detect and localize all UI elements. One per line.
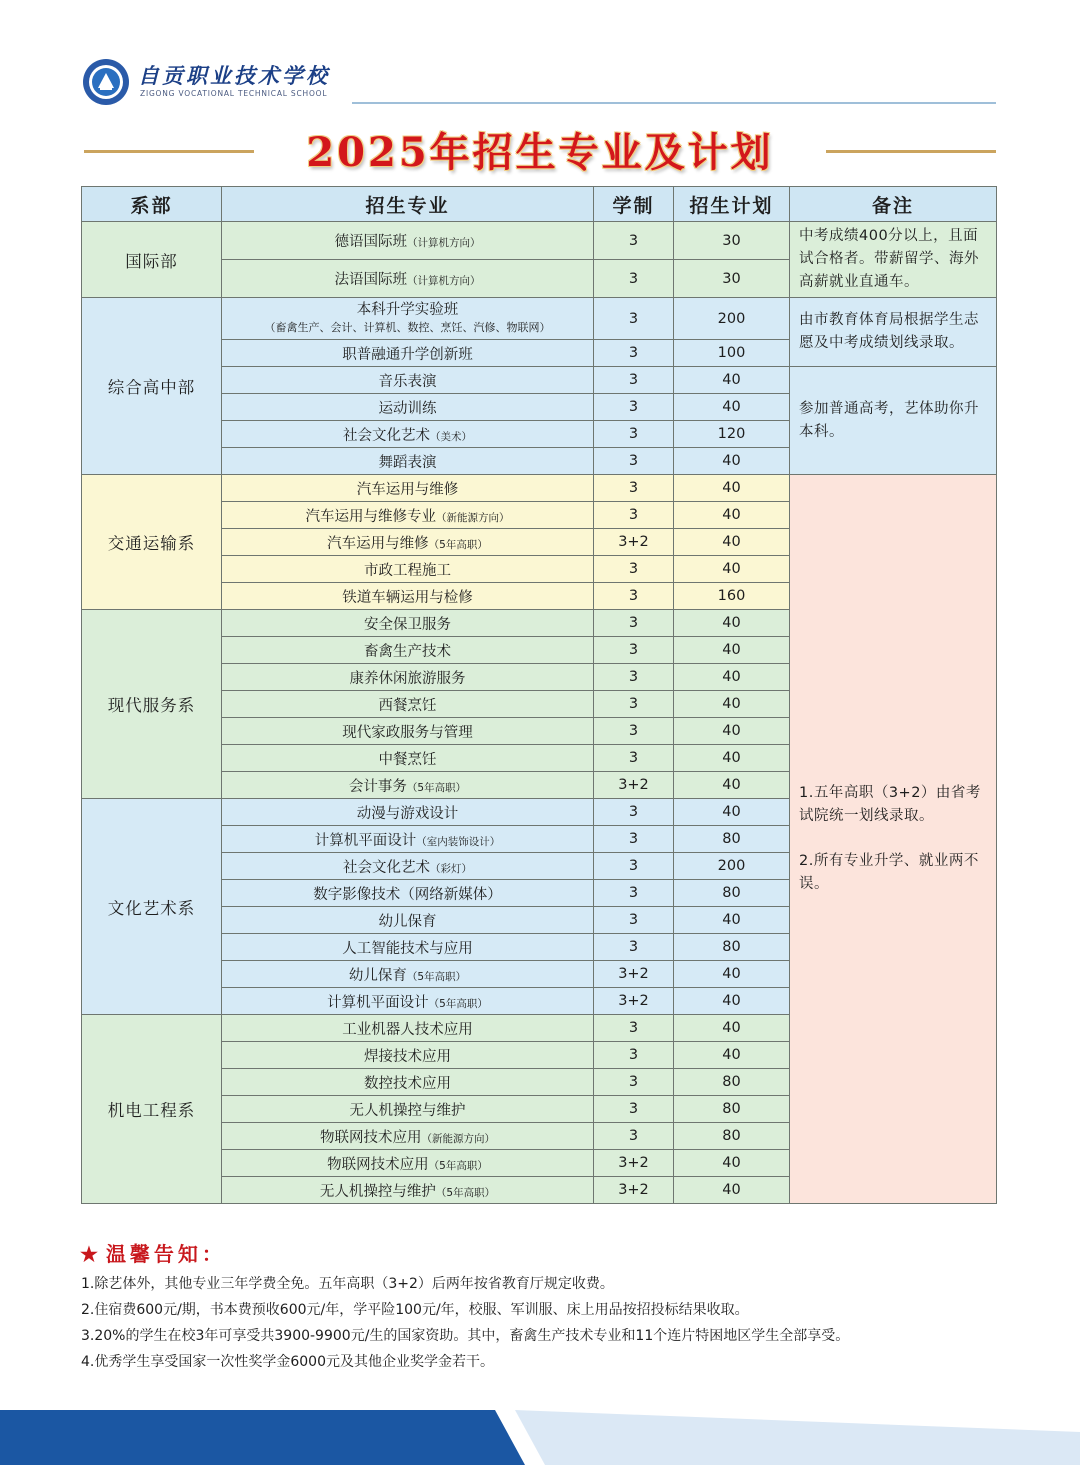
years-cell: 3 — [594, 610, 674, 637]
major-sub: （5年高职） — [406, 781, 467, 794]
plan-cell: 80 — [674, 826, 790, 853]
major-name: 铁道车辆运用与检修 — [342, 589, 473, 606]
major-sub: （计算机方向） — [407, 237, 481, 249]
enrollment-table — [81, 186, 997, 1204]
header-department: 系部 — [82, 187, 222, 222]
major-cell — [222, 907, 594, 934]
major-cell — [222, 1096, 594, 1123]
plan-cell: 40 — [674, 961, 790, 988]
years-cell: 3 — [594, 799, 674, 826]
major-cell — [222, 222, 594, 260]
major-cell — [222, 502, 594, 529]
major-name: 市政工程施工 — [364, 562, 451, 579]
title-deco-right — [826, 150, 996, 153]
dept-cell: 交通运输系 — [82, 475, 222, 610]
major-cell — [222, 1069, 594, 1096]
years-cell: 3 — [594, 222, 674, 260]
years-cell: 3 — [594, 718, 674, 745]
major-name: 畜禽生产技术 — [364, 643, 451, 660]
plan-cell: 40 — [674, 1150, 790, 1177]
school-name-en: ZIGONG VOCATIONAL TECHNICAL SCHOOL — [140, 89, 328, 98]
major-name: 幼儿保育 — [378, 913, 437, 930]
dept-cell: 现代服务系 — [82, 610, 222, 799]
major-cell — [222, 421, 594, 448]
years-cell: 3 — [594, 1123, 674, 1150]
footer-decoration — [0, 1410, 1080, 1465]
years-cell: 3 — [594, 298, 674, 340]
dept-cell: 文化艺术系 — [82, 799, 222, 1015]
plan-cell: 40 — [674, 394, 790, 421]
major-name: 物联网技术应用 — [327, 1156, 429, 1173]
major-name: 舞蹈表演 — [378, 454, 437, 471]
major-cell — [222, 298, 594, 340]
plan-cell: 40 — [674, 556, 790, 583]
major-name: 社会文化艺术 — [343, 859, 430, 876]
plan-cell: 40 — [674, 745, 790, 772]
plan-cell: 40 — [674, 1177, 790, 1204]
years-cell: 3+2 — [594, 1150, 674, 1177]
plan-cell: 80 — [674, 880, 790, 907]
major-cell — [222, 691, 594, 718]
major-name: 安全保卫服务 — [364, 616, 451, 633]
table-row — [82, 222, 997, 260]
plan-cell: 200 — [674, 298, 790, 340]
major-cell — [222, 448, 594, 475]
plan-cell: 30 — [674, 222, 790, 260]
major-cell — [222, 664, 594, 691]
major-cell — [222, 260, 594, 298]
plan-cell: 40 — [674, 502, 790, 529]
major-name: 康养休闲旅游服务 — [349, 670, 466, 687]
major-cell — [222, 1015, 594, 1042]
major-sub: （5年高职） — [428, 538, 488, 551]
major-cell — [222, 961, 594, 988]
years-cell: 3 — [594, 367, 674, 394]
major-cell — [222, 394, 594, 421]
plan-cell: 80 — [674, 934, 790, 961]
major-sub: （5年高职） — [428, 997, 488, 1010]
years-cell: 3 — [594, 448, 674, 475]
years-cell: 3 — [594, 394, 674, 421]
years-cell: 3 — [594, 1069, 674, 1096]
years-cell: 3 — [594, 1096, 674, 1123]
dept-cell: 国际部 — [82, 222, 222, 298]
major-sub: （5年高职） — [435, 1186, 496, 1199]
major-name: 社会文化艺术 — [343, 427, 430, 444]
major-name: 焊接技术应用 — [364, 1048, 451, 1065]
years-cell: 3 — [594, 340, 674, 367]
school-name-cn: 自贡职业技术学校 — [138, 63, 330, 88]
years-cell: 3 — [594, 880, 674, 907]
header-notes: 备注 — [790, 187, 997, 222]
major-sub: （计算机方向） — [407, 275, 481, 287]
plan-cell: 40 — [674, 610, 790, 637]
years-cell: 3+2 — [594, 529, 674, 556]
major-sub: （畜禽生产、会计、计算机、数控、烹饪、汽修、物联网） — [264, 320, 551, 334]
plan-cell: 40 — [674, 799, 790, 826]
plan-cell: 200 — [674, 853, 790, 880]
major-cell — [222, 772, 594, 799]
major-name: 汽车运用与维修 — [327, 535, 429, 552]
note-cell: 由市教育体育局根据学生志愿及中考成绩划线录取。 — [790, 298, 997, 367]
plan-cell: 40 — [674, 907, 790, 934]
plan-cell: 30 — [674, 260, 790, 298]
page-title: 2025年招生专业及计划 — [306, 129, 774, 176]
tip-item: 4.优秀学生享受国家一次性奖学金6000元及其他企业奖学金若干。 — [81, 1354, 494, 1370]
dept-cell: 机电工程系 — [82, 1015, 222, 1204]
plan-cell: 40 — [674, 664, 790, 691]
school-logo-icon — [82, 58, 130, 106]
plan-cell: 80 — [674, 1096, 790, 1123]
plan-cell: 40 — [674, 988, 790, 1015]
major-name: 汽车运用与维修专业 — [305, 508, 436, 525]
plan-cell: 160 — [674, 583, 790, 610]
plan-cell: 40 — [674, 475, 790, 502]
header-divider — [352, 102, 996, 104]
plan-cell: 80 — [674, 1123, 790, 1150]
plan-cell: 40 — [674, 529, 790, 556]
major-cell — [222, 610, 594, 637]
major-name: 会计事务 — [348, 778, 407, 795]
plan-cell: 40 — [674, 718, 790, 745]
note-cell-general — [790, 475, 997, 1204]
years-cell: 3+2 — [594, 988, 674, 1015]
major-name: 职普融通升学创新班 — [342, 346, 473, 363]
major-cell — [222, 340, 594, 367]
major-sub: （5年高职） — [406, 970, 467, 983]
major-cell — [222, 1177, 594, 1204]
plan-cell: 40 — [674, 637, 790, 664]
major-cell — [222, 529, 594, 556]
major-name: 德语国际班 — [334, 234, 407, 250]
major-sub: （室内装饰设计） — [416, 835, 501, 848]
header-years: 学制 — [594, 187, 674, 222]
general-note-2: 2.所有专业升学、就业两不误。 — [799, 853, 979, 892]
major-cell — [222, 475, 594, 502]
years-cell: 3+2 — [594, 1177, 674, 1204]
plan-cell: 40 — [674, 448, 790, 475]
plan-cell: 40 — [674, 691, 790, 718]
years-cell: 3 — [594, 934, 674, 961]
plan-cell: 40 — [674, 772, 790, 799]
major-cell — [222, 637, 594, 664]
major-name: 工业机器人技术应用 — [342, 1021, 473, 1038]
major-name: 现代家政服务与管理 — [342, 724, 473, 741]
years-cell: 3 — [594, 556, 674, 583]
note-cell: 参加普通高考，艺体助你升本科。 — [790, 367, 997, 475]
major-name: 汽车运用与维修 — [356, 481, 459, 498]
years-cell: 3 — [594, 826, 674, 853]
plan-cell: 80 — [674, 1069, 790, 1096]
dept-cell: 综合高中部 — [82, 298, 222, 475]
major-name: 计算机平面设计 — [327, 994, 429, 1011]
major-name: 西餐烹饪 — [378, 697, 437, 714]
years-cell: 3 — [594, 583, 674, 610]
major-name: 无人机操控与维护 — [319, 1183, 436, 1200]
major-cell — [222, 988, 594, 1015]
years-cell: 3 — [594, 907, 674, 934]
major-name: 运动训练 — [378, 400, 437, 417]
major-sub: （美术） — [430, 430, 472, 443]
major-name: 中餐烹饪 — [378, 751, 437, 768]
major-name: 物联网技术应用 — [320, 1129, 422, 1146]
general-note-1: 1.五年高职（3+2）由省考试院统一划线录取。 — [799, 785, 981, 824]
years-cell: 3 — [594, 664, 674, 691]
title-deco-left — [84, 150, 254, 153]
table-row — [82, 298, 997, 340]
years-cell: 3+2 — [594, 772, 674, 799]
table-header-row — [82, 187, 997, 222]
tips-title — [80, 1238, 226, 1267]
header-major: 招生专业 — [222, 187, 594, 222]
years-cell: 3 — [594, 475, 674, 502]
years-cell: 3 — [594, 637, 674, 664]
years-cell: 3 — [594, 691, 674, 718]
major-cell — [222, 718, 594, 745]
major-name: 数字影像技术（网络新媒体） — [313, 886, 502, 903]
major-name: 法语国际班 — [334, 272, 407, 288]
years-cell: 3 — [594, 853, 674, 880]
years-cell: 3 — [594, 745, 674, 772]
tip-item: 2.住宿费600元/期，书本费预收600元/年，学平险100元/年，校服、军训服、床上用品按招投标结果收取。 — [81, 1302, 749, 1318]
plan-cell: 40 — [674, 367, 790, 394]
table-row — [82, 475, 997, 502]
major-name: 数控技术应用 — [364, 1075, 451, 1092]
header-plan: 招生计划 — [674, 187, 790, 222]
years-cell: 3 — [594, 260, 674, 298]
major-name: 无人机操控与维护 — [349, 1102, 466, 1119]
major-cell — [222, 799, 594, 826]
major-sub: （5年高职） — [428, 1159, 488, 1172]
major-cell — [222, 583, 594, 610]
tip-item: 3.20%的学生在校3年可享受共3900-9900元/生的国家资助。其中，畜禽生产技术专业和11个连片特困地区学生全部享受。 — [81, 1328, 850, 1344]
major-cell — [222, 853, 594, 880]
major-cell — [222, 880, 594, 907]
major-name: 人工智能技术与应用 — [342, 940, 473, 957]
years-cell: 3+2 — [594, 961, 674, 988]
major-cell — [222, 1042, 594, 1069]
major-sub: （新能源方向） — [421, 1132, 495, 1145]
note-cell: 中考成绩400分以上，且面试合格者。带薪留学、海外高薪就业直通车。 — [790, 222, 997, 298]
plan-cell: 40 — [674, 1042, 790, 1069]
plan-cell: 100 — [674, 340, 790, 367]
major-name: 本科升学实验班 — [356, 301, 459, 318]
years-cell: 3 — [594, 1042, 674, 1069]
major-name: 幼儿保育 — [348, 967, 407, 984]
major-name: 音乐表演 — [378, 373, 437, 390]
major-sub: （新能源方向） — [436, 511, 510, 524]
major-cell — [222, 367, 594, 394]
tips-list — [81, 1271, 1071, 1375]
plan-cell: 40 — [674, 1015, 790, 1042]
years-cell: 3 — [594, 421, 674, 448]
major-name: 计算机平面设计 — [314, 832, 417, 849]
tips-title-text: 温馨告知： — [105, 1242, 226, 1266]
major-cell — [222, 934, 594, 961]
years-cell: 3 — [594, 1015, 674, 1042]
plan-cell: 120 — [674, 421, 790, 448]
major-cell — [222, 1150, 594, 1177]
major-cell — [222, 745, 594, 772]
major-cell — [222, 826, 594, 853]
major-cell — [222, 1123, 594, 1150]
major-sub: （彩灯） — [430, 862, 472, 875]
years-cell: 3 — [594, 502, 674, 529]
major-name: 动漫与游戏设计 — [356, 805, 459, 822]
tip-item: 1.除艺体外，其他专业三年学费全免。五年高职（3+2）后两年按省教育厅规定收费。 — [81, 1276, 614, 1292]
major-cell — [222, 556, 594, 583]
star-icon: ★ — [80, 1242, 102, 1266]
